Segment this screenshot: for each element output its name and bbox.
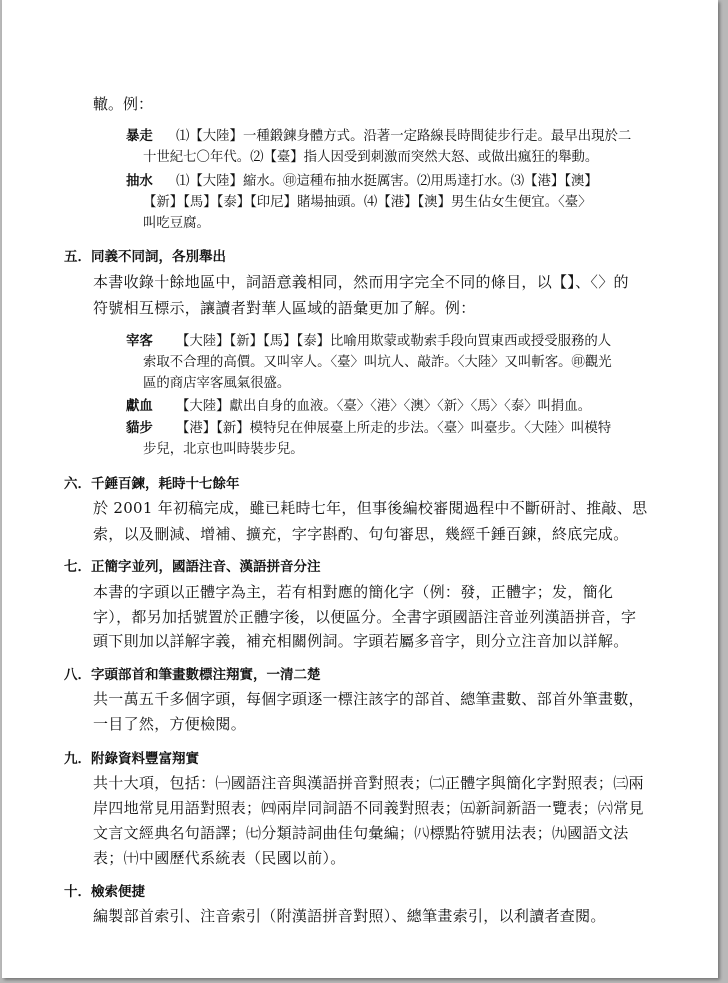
- section-body-line: 表；㈩中國歷代系統表（民國以前）。: [93, 849, 346, 867]
- example-entry-line: 暴走 ⑴【大陸】一種鍛鍊身體方式。沿著一定路線長時間徒步行走。最早出現於二: [126, 129, 632, 144]
- example-term: 獻血: [126, 399, 153, 414]
- section-body-line: 字），都另加括號置於正體字後，以便區分。全書字頭國語注音並列漢語拼音，字: [93, 608, 637, 626]
- example-entry-line: 索取不合理的高價。又叫宰人。〈臺〉叫坑人、敲詐。〈大陸〉又叫斬客。㊞觀光: [143, 355, 612, 370]
- example-entry-line: 【新】【馬】【泰】【印尼】賭場抽頭。⑷【港】【澳】男生佔女生便宜。〈臺〉: [143, 195, 592, 210]
- section-heading: 五．同義不同詞，各別舉出: [64, 249, 226, 265]
- document-page: [2, 0, 718, 978]
- section-body-line: 於 2001 年初稿完成，雖已耗時七年，但事後編校審閱過程中不斷研討、推敲、思: [93, 499, 648, 517]
- example-term: 貓步: [126, 421, 153, 436]
- example-entry-line: 叫吃豆腐。: [143, 216, 210, 231]
- section-body-line: 文言文經典名句語譯；㈦分類詩詞曲佳句彙編；㈧標點符號用法表；㈨國語文法: [93, 824, 629, 842]
- example-entry-line: 區的商店宰客風氣很盛。: [143, 376, 291, 391]
- section-heading: 九．附錄資料豐富翔實: [64, 751, 199, 767]
- section-body-line: 編製部首索引、注音索引（附漢語拼音對照）、總筆畫索引，以利讀者查閱。: [93, 907, 606, 925]
- example-entry-line: 宰客 【大陸】【新】【馬】【泰】比喻用欺蒙或勒索手段向買東西或授受服務的人: [126, 334, 612, 349]
- section-body-line: 岸四地常見用語對照表；㈣兩岸同詞語不同義對照表；㈤新詞新語一覽表；㈥常見: [93, 799, 644, 817]
- example-entry-line: 十世紀七〇年代。⑵【臺】指人因受到刺激而突然大怒、或做出瘋狂的舉動。: [143, 150, 599, 165]
- section-heading: 六．千錘百鍊，耗時十七餘年: [64, 476, 240, 492]
- example-term: 暴走: [126, 129, 153, 144]
- example-entry-line: 獻血 【大陸】獻出自身的血液。〈臺〉〈港〉〈澳〉〈新〉〈馬〉〈泰〉叫捐血。: [126, 399, 592, 414]
- section-body-line: 共一萬五千多個字頭，每個字頭逐一標注該字的部首、總筆畫數、部首外筆畫數，: [93, 690, 644, 708]
- example-term: 宰客: [126, 334, 153, 349]
- section-body-line: 本書收錄十餘地區中，詞語意義相同，然而用字完全不同的條目，以【】、〈〉的: [93, 273, 629, 291]
- section-body-line: 符號相互標示，讓讀者對華人區域的語彙更加了解。例：: [93, 299, 476, 317]
- example-term: 抽水: [126, 174, 153, 189]
- example-entry-line: 步兒，北京也叫時裝步兒。: [143, 442, 304, 457]
- section-body-line: 共十大項，包括：㈠國語注音與漢語拼音對照表；㈡正體字與簡化字對照表；㈢兩: [93, 774, 644, 792]
- example-entry-line: 抽水 ⑴【大陸】縮水。㊞這種布抽水挺厲害。⑵用馬達打水。⑶【港】【澳】: [126, 174, 598, 189]
- section-body-line: 索，以及刪減、增補、擴充，字字斟酌、句句審思，幾經千錘百鍊，終底完成。: [93, 525, 629, 543]
- section-body-line: 一目了然，方便檢閱。: [93, 715, 247, 733]
- section-body-line: 本書的字頭以正體字為主，若有相對應的簡化字（例：發，正體字；发，簡化: [93, 583, 614, 601]
- section-heading: 八．字頭部首和筆畫數標注翔實，一清二楚: [64, 667, 321, 683]
- intro-text: 轍。例：: [93, 95, 154, 113]
- section-heading: 十．檢索便捷: [64, 884, 145, 900]
- section-body-line: 頭下則加以詳解字義，補充相關例詞。字頭若屬多音字，則分立注音加以詳解。: [93, 632, 629, 650]
- example-entry-line: 貓步 【港】【新】模特兒在伸展臺上所走的步法。〈臺〉叫臺步。〈大陸〉叫模特: [126, 421, 612, 436]
- section-heading: 七．正簡字並列，國語注音、漢語拼音分注: [64, 559, 321, 575]
